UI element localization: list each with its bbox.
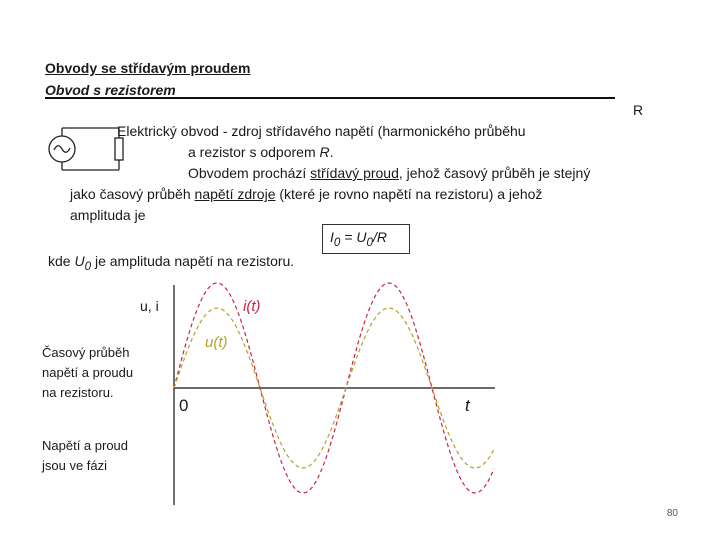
- waveform-graph: [160, 270, 520, 520]
- paragraph-line-2: a rezistor s odporem R.: [188, 144, 334, 160]
- link-napeti-zdroje[interactable]: napětí zdroje: [194, 186, 276, 202]
- voltage-label: u(t): [205, 334, 228, 351]
- paragraph-line-4: jako časový průběh napětí zdroje (které je rovno napětí na rezistoru) a jehož: [70, 186, 543, 202]
- y-axis-label: u, i: [140, 298, 159, 314]
- slide-title: Obvody se střídavým proudem: [45, 60, 251, 76]
- formula: $I_0 = U_0/R$: [330, 229, 387, 249]
- title-underline-rule: [45, 97, 615, 99]
- paragraph-line-5: amplituda je: [70, 207, 146, 223]
- slide-subtitle: Obvod s rezistorem: [45, 82, 176, 98]
- caption-phase: Napětí a proud jsou ve fázi: [42, 438, 129, 473]
- paragraph-where-line: kde $U_0$ je amplituda napětí na rezistoru.: [48, 253, 295, 273]
- paragraph-line-1: Elektrický obvod - zdroj střídavého napětí (harmonického průběhu: [117, 123, 526, 139]
- resistor-label: R: [633, 102, 644, 118]
- link-stridavy-proud[interactable]: střídavý proud: [310, 165, 399, 181]
- page-number: 80: [666, 508, 678, 519]
- graph-axes: [174, 285, 495, 505]
- caption-waveform: Časový průběh napětí a proudu na rezistoru.: [42, 345, 134, 400]
- paragraph-line-3: Obvodem prochází střídavý proud, jehož časový průběh je stejný: [188, 165, 591, 181]
- time-axis-label: t: [465, 396, 470, 415]
- current-label: i(t): [243, 298, 261, 315]
- origin-label: 0: [179, 396, 189, 415]
